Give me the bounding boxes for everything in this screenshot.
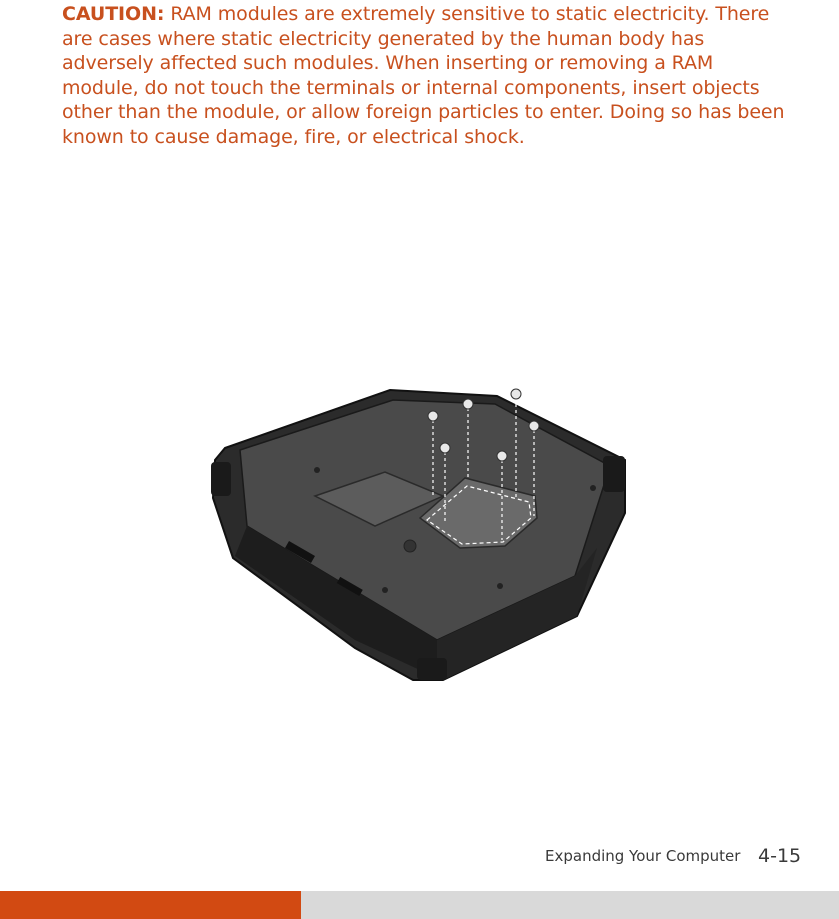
corner-bumper — [417, 658, 447, 680]
panel-screw-hole — [382, 587, 388, 593]
caution-text: RAM modules are extremely sensitive to static electricity. There are cases where static electricity generated by the human body has adversely affected such modules. When inserting or removing a RAM module, do not touch the terminals or internal components, insert objects other than the module, or allow foreign particles to enter. Doing so has been known to cause damage, fire, or electrical shock. — [62, 3, 785, 148]
footer-accent-bar — [0, 891, 301, 919]
panel-screw-hole — [404, 540, 416, 552]
corner-bumper — [211, 462, 231, 496]
panel-screw-hole — [590, 485, 596, 491]
caution-paragraph — [62, 2, 792, 149]
footer-page-number: 4-15 — [758, 845, 802, 867]
panel-screw-hole — [314, 467, 320, 473]
corner-bumper — [603, 456, 625, 492]
caution-label: CAUTION: — [62, 3, 165, 25]
footer-gray-bar — [301, 891, 839, 919]
panel-screw-hole — [497, 583, 503, 589]
laptop-underside-illustration — [205, 378, 635, 688]
footer-section-title: Expanding Your Computer — [545, 847, 741, 865]
